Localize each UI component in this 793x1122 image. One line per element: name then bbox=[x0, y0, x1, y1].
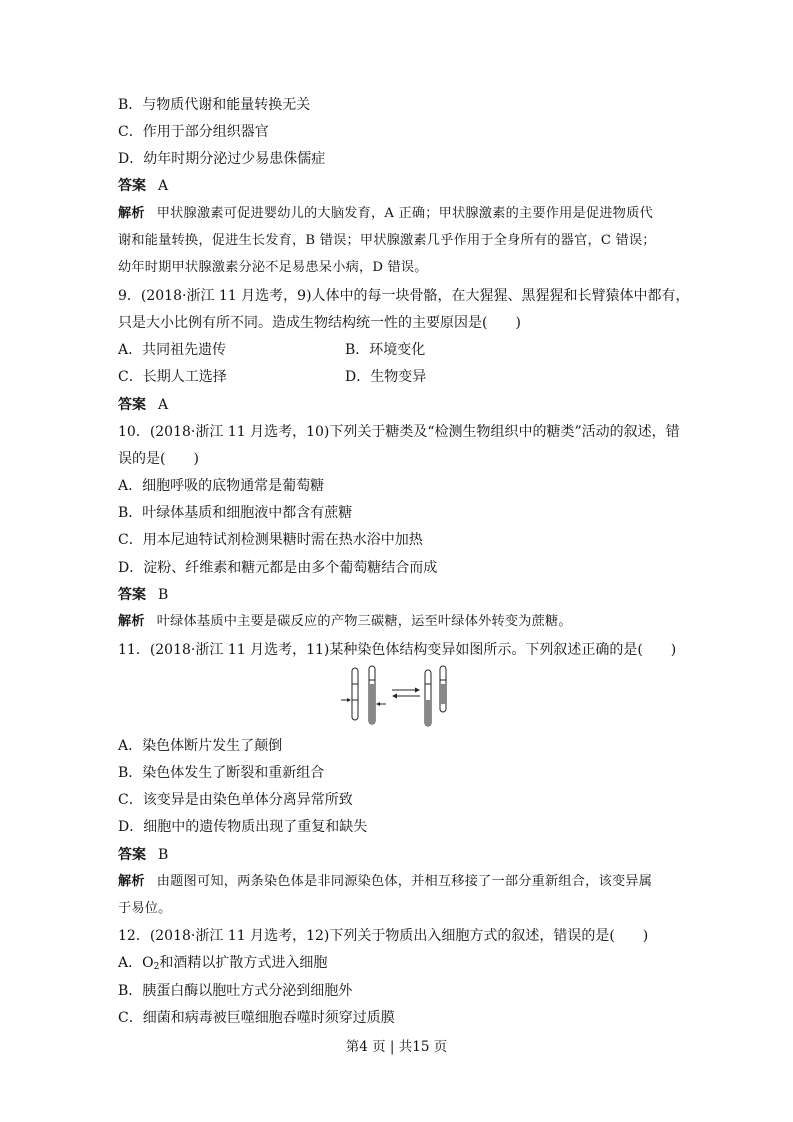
chromosome-left-1 bbox=[352, 668, 358, 720]
q10-option-d: D．淀粉、纤维素和糖元都是由多个葡萄糖结合而成 bbox=[118, 560, 438, 576]
explanation-text: 叶绿体基质中主要是碳反应的产物三碳糖，运至叶绿体外转变为蔗糖。 bbox=[156, 614, 572, 629]
q12-option-c: C．细菌和病毒被巨噬细胞吞噬时须穿过质膜 bbox=[118, 1010, 395, 1026]
answer-label: 答案 bbox=[118, 397, 146, 413]
answer-label: 答案 bbox=[118, 587, 146, 603]
q10-option-b: B．叶绿体基质和细胞液中都含有蔗糖 bbox=[118, 505, 353, 521]
q11-option-d: D．细胞中的遗传物质出现了重复和缺失 bbox=[118, 819, 368, 835]
q9-stem-line1: 9．(2018·浙江 11 月选考，9)人体中的每一块骨骼，在大猩猩、黑猩猩和长臂猿体中都有， bbox=[118, 288, 690, 304]
answer-value: A bbox=[158, 397, 169, 413]
explanation-label: 解析 bbox=[118, 614, 145, 629]
q12-option-a-subscript: 2 bbox=[153, 962, 160, 972]
chromosome-left-2 bbox=[369, 666, 375, 724]
chromosome-translocation-figure bbox=[338, 664, 458, 728]
chromosome-right-2 bbox=[440, 666, 446, 712]
q9-stem-line2: 只是大小比例有所不同。造成生物结构统一性的主要原因是( ) bbox=[118, 315, 521, 331]
explanation-label: 解析 bbox=[118, 206, 145, 221]
explanation-text: 甲状腺激素可促进婴幼儿的大脑发育，A 正确；甲状腺激素的主要作用是促进物质代 bbox=[156, 206, 653, 221]
q8-option-b: B．与物质代谢和能量转换无关 bbox=[118, 97, 311, 113]
q11-option-a: A．染色体断片发生了颠倒 bbox=[118, 738, 283, 754]
q12-option-b: B．胰蛋白酶以胞吐方式分泌到细胞外 bbox=[118, 983, 353, 999]
q10-stem-line2: 误的是( ) bbox=[118, 451, 199, 467]
q9-options-row2 bbox=[118, 367, 427, 387]
q9-option-c: C．长期人工选择 bbox=[118, 369, 227, 385]
q12-stem-line1: 12．(2018·浙江 11 月选考，12)下列关于物质出入细胞方式的叙述，错误的是( ) bbox=[118, 928, 649, 944]
q9-options-row1 bbox=[118, 340, 426, 360]
answer-label: 答案 bbox=[118, 178, 146, 194]
page-footer: 第4 页 | 共15 页 bbox=[345, 1039, 448, 1055]
q8-option-c: C．作用于部分组织器官 bbox=[118, 124, 269, 140]
q11-option-b: B．染色体发生了断裂和重新组合 bbox=[118, 765, 325, 781]
break-arrow-left bbox=[341, 698, 351, 702]
q8-explanation-line2: 谢和能量转换，促进生长发育，B 错误；甲状腺激素几乎作用于全身所有的器官，C 错误； bbox=[118, 233, 656, 248]
q9-option-a: A．共同祖先遗传 bbox=[118, 342, 227, 358]
transformation-arrow bbox=[392, 688, 420, 699]
q11-answer bbox=[118, 845, 168, 865]
q9-option-d: D．生物变异 bbox=[345, 369, 427, 385]
q10-answer bbox=[118, 585, 168, 605]
answer-label: 答案 bbox=[118, 847, 146, 863]
q11-explanation-line1 bbox=[118, 872, 652, 892]
q11-explanation-line2: 于易位。 bbox=[118, 901, 172, 916]
q11-option-c: C．该变异是由染色单体分离异常所致 bbox=[118, 792, 353, 808]
q8-option-d: D．幼年时期分泌过少易患侏儒症 bbox=[118, 151, 326, 167]
answer-value: B bbox=[158, 847, 169, 863]
q12-option-a bbox=[118, 953, 327, 977]
break-arrow-right bbox=[376, 702, 386, 706]
q11-stem-line1: 11．(2018·浙江 11 月选考，11)某种染色体结构变异如图所示。下列叙述正确的是( ) bbox=[118, 642, 677, 658]
q10-explanation bbox=[118, 612, 572, 632]
q9-option-b: B．环境变化 bbox=[345, 342, 426, 358]
q8-answer bbox=[118, 176, 168, 196]
chromosome-right-1 bbox=[425, 670, 431, 726]
q9-answer bbox=[118, 395, 168, 415]
explanation-label: 解析 bbox=[118, 874, 145, 889]
answer-value: A bbox=[158, 178, 169, 194]
q8-explanation-line3: 幼年时期甲状腺激素分泌不足易患呆小病，D 错误。 bbox=[118, 260, 428, 275]
answer-value: B bbox=[158, 587, 169, 603]
q10-option-c: C．用本尼迪特试剂检测果糖时需在热水浴中加热 bbox=[118, 532, 423, 548]
q12-option-a-prefix: A．O bbox=[118, 955, 154, 971]
q12-option-a-rest: 和酒精以扩散方式进入细胞 bbox=[159, 955, 328, 971]
explanation-text: 由题图可知，两条染色体是非同源染色体，并相互移接了一部分重新组合，该变异属 bbox=[156, 874, 653, 889]
q8-explanation-line1 bbox=[118, 204, 653, 224]
q10-stem-line1: 10．(2018·浙江 11 月选考，10)下列关于糖类及“检测生物组织中的糖类”活动的叙述，错 bbox=[118, 424, 680, 440]
q10-option-a: A．细胞呼吸的底物通常是葡萄糖 bbox=[118, 478, 325, 494]
